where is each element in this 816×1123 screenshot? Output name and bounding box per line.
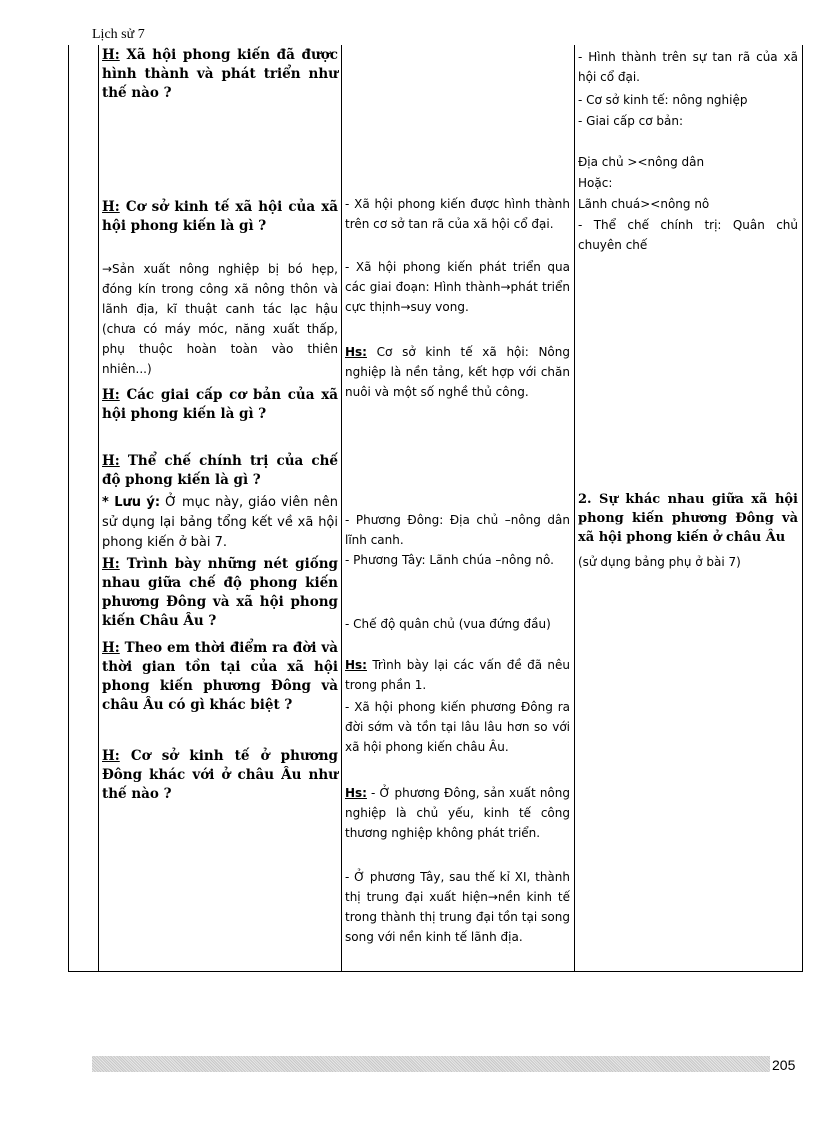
- content-classes-east: Địa chủ ><nông dân: [578, 155, 705, 169]
- content-or: Hoặc:: [578, 176, 613, 190]
- answer-east-classes: - Phương Đông: Địa chủ –nông dân lĩnh canh.: [345, 513, 570, 547]
- content-economy: - Cơ sở kinh tế: nông nghiệp: [578, 93, 748, 107]
- question-7: H: Cơ sở kinh tế ở phương Đông khác với ở châu Âu như thế nào ?: [102, 748, 338, 802]
- student-activity-column: [342, 45, 573, 971]
- question-6: H: Theo em thời điểm ra đời và thời gian tồn tại của xã hội phong kiến phương Đông và châu Âu có gì khác biệt ?: [102, 640, 338, 713]
- question-2: H: Cơ sở kinh tế xã hội của xã hội phong kiến là gì ?: [102, 199, 338, 234]
- content-formation: - Hình thành trên sự tan rã của xã hội cổ đại.: [578, 50, 798, 84]
- answer-west-classes: - Phương Tây: Lãnh chúa –nông nô.: [345, 553, 554, 567]
- content-column: [575, 45, 801, 971]
- question-4: H: Thể chế chính trị của chế độ phong kiến là gì ?: [102, 453, 338, 488]
- answer-stages: - Xã hội phong kiến phát triển qua các giai đoạn: Hình thành→phát triển cực thịnh→suy vong.: [345, 260, 570, 314]
- footer-bar: [92, 1056, 770, 1072]
- question-3: H: Các giai cấp cơ bản của xã hội phong kiến là gì ?: [102, 387, 338, 422]
- answer-formation: - Xã hội phong kiến được hình thành trên cơ sở tan rã của xã hội cổ đại.: [345, 197, 570, 231]
- page-header-title: Lịch sử 7: [92, 27, 145, 42]
- teacher-activity-column: [99, 45, 341, 971]
- question-5: H: Trình bày những nét giống nhau giữa chế độ phong kiến phương Đông và xã hội phong kiến Châu Âu ?: [102, 556, 338, 629]
- page-number: 205: [772, 1057, 796, 1073]
- answer-east-economy: Hs: - Ở phương Đông, sản xuất nông nghiệp là chủ yếu, kinh tế công thương nghiệp không phát triển.: [345, 786, 570, 840]
- section-2-note: (sử dụng bảng phụ ở bài 7): [578, 555, 741, 569]
- content-classes: - Giai cấp cơ bản:: [578, 114, 684, 128]
- note-economy: →Sản xuất nông nghiệp bị bó hẹp, đóng kín trong công xã nông thôn và lãnh địa, kĩ thuật canh tác lạc hậu (chưa có máy móc, năng xuất thấp, phụ thuộc hoàn toàn vào thiên nhiên...): [102, 262, 338, 376]
- teacher-note: * Lưu ý: Ở mục này, giáo viên nên sử dụng lại bảng tổng kết về xã hội phong kiến ở bài 7.: [102, 495, 338, 550]
- content-political: - Thể chế chính trị: Quân chủ chuyên chế: [578, 218, 798, 252]
- answer-west-economy: - Ở phương Tây, sau thế kỉ XI, thành thị trung đại xuất hiện→nền kinh tế trong thành thị trung đại tồn tại song song với nền kinh tế lãnh địa.: [345, 870, 570, 944]
- answer-review: Hs: Trình bày lại các vấn đề đã nêu trong phần 1.: [345, 658, 570, 692]
- answer-political-system: - Chế độ quân chủ (vua đứng đầu): [345, 617, 551, 631]
- section-2-heading: 2. Sự khác nhau giữa xã hội phong kiến phương Đông và xã hội phong kiến ở châu Âu: [578, 492, 798, 545]
- answer-timing: - Xã hội phong kiến phương Đông ra đời sớm và tồn tại lâu lâu hơn so với xã hội phong kiến châu Âu.: [345, 700, 570, 754]
- answer-economic-base: Hs: Cơ sở kinh tế xã hội: Nông nghiệp là nền tảng, kết hợp với chăn nuôi và một số nghề thủ công.: [345, 345, 570, 399]
- lesson-table: [68, 45, 803, 972]
- content-classes-west: Lãnh chuá><nông nô: [578, 197, 710, 211]
- question-1: H: Xã hội phong kiến đã được hình thành và phát triển như thế nào ?: [102, 47, 338, 101]
